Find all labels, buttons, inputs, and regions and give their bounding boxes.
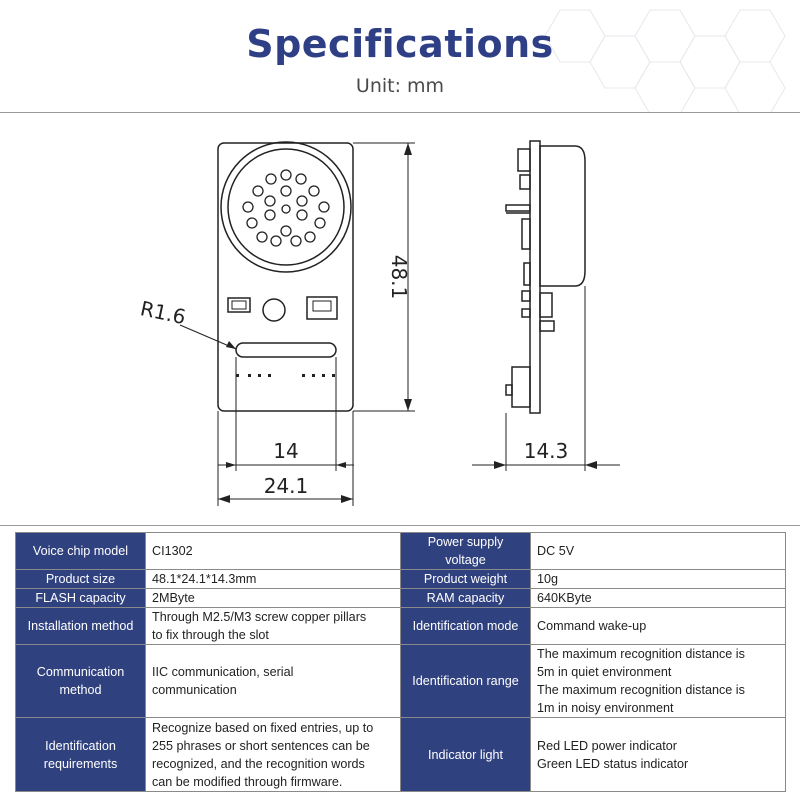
height-label: 48.1 — [387, 254, 411, 300]
spec-label — [16, 718, 146, 792]
spec-value-line: communication — [152, 683, 237, 697]
spec-label-line: Installation method — [27, 619, 134, 633]
spec-label-line: method — [59, 683, 102, 697]
spec-value-line: DC 5V — [537, 544, 575, 558]
unit-label: Unit: mm — [355, 75, 445, 97]
side-view-drawing — [506, 141, 585, 413]
spec-value-line: Recognize based on fixed entries, up to — [152, 720, 374, 735]
spec-label — [16, 608, 146, 645]
spec-value-line: Command wake-up — [537, 619, 647, 633]
spec-label — [16, 645, 146, 718]
spec-value — [146, 589, 401, 608]
radius-label: R1.6 — [138, 296, 188, 330]
technical-drawing-panel — [0, 112, 800, 526]
spec-value-line: 10g — [537, 572, 559, 586]
spec-value-line: IIC communication, serial — [152, 665, 294, 679]
spec-label — [401, 608, 531, 645]
spec-row — [16, 589, 786, 608]
spec-value-line: CI1302 — [152, 544, 193, 558]
spec-label-line: Identification range — [412, 674, 519, 688]
spec-label-line: voltage — [445, 553, 486, 567]
spec-label-line: Indicator light — [428, 747, 503, 762]
spec-row — [16, 718, 786, 792]
spec-value — [531, 589, 786, 608]
spec-value — [531, 608, 786, 645]
spec-value-line: 255 phrases or short sentences can be — [152, 738, 370, 753]
speaker-outer-ring — [221, 142, 351, 272]
spec-label-line: requirements — [43, 756, 118, 771]
spec-label-line: Product weight — [423, 572, 508, 586]
spec-value-line: Red LED power indicator — [537, 738, 678, 753]
spec-value — [146, 608, 401, 645]
board-front-outline — [218, 143, 353, 411]
spec-label — [16, 533, 146, 570]
spec-row — [16, 608, 786, 645]
page-title: Specifications — [246, 22, 554, 66]
dimension-drawing — [0, 113, 800, 527]
spec-label — [401, 533, 531, 570]
spec-label-line: Identification — [45, 738, 116, 753]
spec-value — [531, 718, 786, 792]
spec-label — [401, 718, 531, 792]
reset-button-outline — [228, 298, 250, 312]
specifications-table — [15, 532, 786, 792]
spec-value-line: Through M2.5/M3 screw copper pillars — [152, 610, 367, 624]
spec-value-line: can be modified through firmware. — [152, 774, 343, 789]
spec-value — [146, 570, 401, 589]
spec-value — [146, 533, 401, 570]
spec-label — [401, 570, 531, 589]
switch-outline — [307, 297, 337, 319]
spec-value-line: Green LED status indicator — [537, 756, 689, 771]
spec-value-line: 2MByte — [152, 591, 195, 605]
spec-label — [16, 589, 146, 608]
spec-value — [146, 718, 401, 792]
spec-value-line: to fix through the slot — [152, 628, 269, 642]
spec-value-line: 640KByte — [537, 591, 592, 605]
spec-label-line: RAM capacity — [426, 591, 505, 605]
microphone-outline — [263, 299, 285, 321]
spec-label-line: Power supply — [427, 535, 504, 549]
spec-label-line: Communication — [36, 665, 125, 679]
spec-value-line: 1m in noisy environment — [537, 701, 674, 715]
spec-value — [146, 645, 401, 718]
spec-value-line: The maximum recognition distance is — [537, 647, 745, 661]
speaker-holes — [243, 170, 329, 246]
spec-value — [531, 645, 786, 718]
spec-value-line: 48.1*24.1*14.3mm — [152, 572, 257, 586]
spec-label — [16, 570, 146, 589]
spec-label — [401, 589, 531, 608]
speaker-inner-ring — [228, 149, 344, 265]
depth-label: 14.3 — [523, 439, 569, 463]
slot-width-label: 14 — [273, 439, 299, 463]
spec-label-line: FLASH capacity — [35, 591, 126, 605]
width-label: 24.1 — [263, 474, 309, 498]
spec-label — [401, 645, 531, 718]
spec-row — [16, 570, 786, 589]
spec-value — [531, 570, 786, 589]
spec-value-line: recognized, and the recognition words — [152, 756, 365, 771]
mounting-slot — [236, 343, 336, 357]
spec-label-line: Identification mode — [412, 619, 519, 633]
spec-label-line: Voice chip model — [32, 544, 129, 558]
spec-label-line: Product size — [45, 572, 116, 586]
spec-row — [16, 645, 786, 718]
spec-row — [16, 533, 786, 570]
spec-value-line: 5m in quiet environment — [537, 665, 672, 679]
spec-value — [531, 533, 786, 570]
pin-row — [236, 374, 335, 377]
spec-value-line: The maximum recognition distance is — [537, 683, 745, 697]
